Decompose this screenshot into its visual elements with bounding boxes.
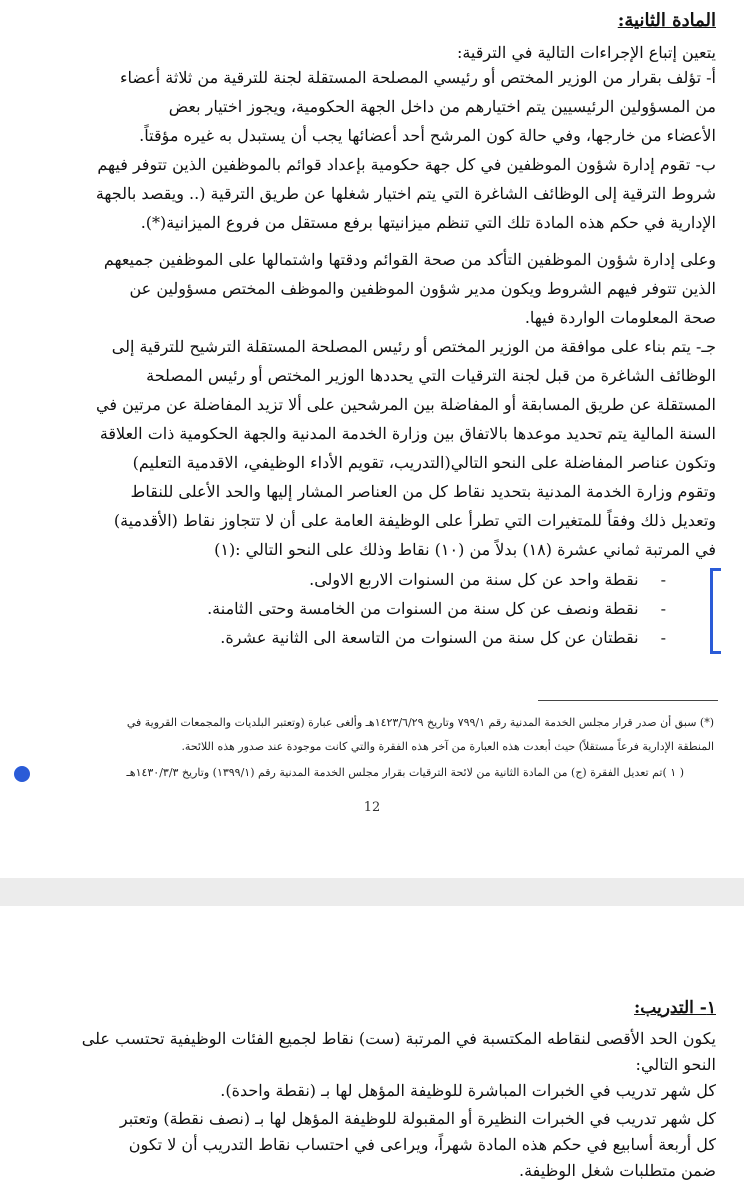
paragraph-line: ضمن متطلبات شغل الوظيفة. bbox=[518, 1161, 716, 1180]
footnote-line: ( ١ )تم تعديل الفقرة (ج) من المادة الثانية من لائحة الترقيات بقرار مجلس الخدمة المدنية رقم (١٣٩٩/١) وتاريخ ١٤٣٠/٣/٣هـ bbox=[126, 766, 684, 779]
paragraph-line: النحو التالي: bbox=[635, 1055, 716, 1074]
paragraph-line: جـ- يتم بناء على موافقة من الوزير المختص أو رئيس المصلحة المستقلة الترشيح للترقية إلى bbox=[111, 337, 716, 356]
paragraph-line: وتقوم وزارة الخدمة المدنية بتحديد نقاط كل من العناصر المشار إليها والحد الأعلى للنقاط bbox=[130, 482, 716, 501]
page-number: 12 bbox=[363, 800, 381, 815]
paragraph-line: يكون الحد الأقصى لنقاطه المكتسبة في المرتبة (ست) نقاط لجميع الفئات الوظيفية تحتسب على bbox=[81, 1029, 716, 1048]
list-item bbox=[207, 599, 666, 618]
paragraph-line: شروط الترقية إلى الوظائف الشاغرة التي يتم اختيار شغلها عن طريق الترقية (.. ويقصد بالجهة bbox=[95, 184, 716, 203]
page-separator bbox=[0, 878, 744, 906]
paragraph-line: الوظائف الشاغرة من قبل لجنة الترقيات التي يحددها الوزير المختص أو رئيس المصلحة bbox=[146, 366, 716, 385]
paragraph-line: من المسؤولين الرئيسيين يتم اختيارهم من داخل الجهة الحكومية، ويجوز اختيار بعض bbox=[168, 97, 716, 116]
paragraph-line: يتعين إتباع الإجراءات التالية في الترقية: bbox=[456, 43, 716, 62]
bullet-dash: - bbox=[660, 599, 666, 618]
paragraph-line: المستقلة عن طريق المسابقة أو المفاضلة بين المرشحين على ألا تزيد المفاضلة عن مرتين في bbox=[96, 395, 716, 414]
footnote-divider bbox=[538, 700, 718, 701]
bullet-dash: - bbox=[660, 628, 666, 647]
paragraph-line: أ- تؤلف بقرار من الوزير المختص أو رئيسي المصلحة المستقلة لجنة للترقية من ثلاثة أعضاء bbox=[119, 68, 716, 87]
paragraph-line: كل شهر تدريب في الخبرات المباشرة للوظيفة المؤهل لها بـ (نقطة واحدة). bbox=[220, 1081, 716, 1100]
list-item-text: نقطتان عن كل سنة من السنوات من التاسعة الى الثانية عشرة. bbox=[220, 628, 639, 647]
article-heading: المادة الثانية: bbox=[617, 10, 716, 31]
list-item-text: نقطة ونصف عن كل سنة من السنوات من الخامسة وحتى الثامنة. bbox=[207, 599, 639, 618]
paragraph-line: في المرتبة ثماني عشرة (١٨) بدلاً من (١٠) نقاط وذلك على النحو التالي :(١) bbox=[214, 540, 716, 559]
paragraph-line: الأعضاء من خارجها، وفي حالة كون المرشح أحد أعضائها يجب أن يستبدل به غيره مؤقتاً. bbox=[139, 126, 716, 145]
bullet-dash: - bbox=[660, 570, 666, 589]
paragraph-line: وعلى إدارة شؤون الموظفين التأكد من صحة القوائم ودقتها واشتمالها على الموظفين جميعهم bbox=[103, 250, 716, 269]
list-item-text: نقطة واحد عن كل سنة من السنوات الاربع الاولى. bbox=[309, 570, 639, 589]
footnote-line: المنطقة الإدارية فرعاً مستقلاً) حيث أبعدت هذه العبارة من آخر هذه الفقرة والتي كانت موجودة عند صدور هذه اللائحة. bbox=[181, 740, 714, 753]
paragraph-line: السنة المالية يتم تحديد موعدها بالاتفاق بين وزارة الخدمة المدنية والجهة الحكومية ذات العلاقة bbox=[99, 424, 716, 443]
annotation-bracket bbox=[710, 568, 721, 654]
paragraph-line: وتكون عناصر المفاضلة على النحو التالي(التدريب، تقويم الأداء الوظيفي، الاقدمية التعليم) bbox=[132, 453, 716, 472]
section-heading: ١- التدريب: bbox=[634, 998, 716, 1018]
annotation-dot-icon bbox=[14, 766, 30, 782]
paragraph-line: وتعديل ذلك وفقاً للمتغيرات التي تطرأ على الوظيفة العامة على أن لا تتجاوز نقاط (الأقدمية) bbox=[113, 511, 716, 530]
paragraph-line: كل شهر تدريب في الخبرات النظيرة أو المقبولة للوظيفة المؤهل لها بـ (نصف نقطة) وتعتبر bbox=[119, 1109, 716, 1128]
document-page-2 bbox=[0, 906, 744, 1200]
list-item bbox=[220, 628, 666, 647]
paragraph-line: الإدارية في حكم هذه المادة تلك التي تنظم ميزانيتها برفع مستقل من فروع الميزانية(*). bbox=[140, 213, 716, 232]
paragraph-line: الذين تتوفر فيهم الشروط ويكون مدير شؤون الموظفين والموظف المختص مسؤولين عن bbox=[129, 279, 716, 298]
paragraph-line: صحة المعلومات الواردة فيها. bbox=[524, 308, 716, 327]
list-item bbox=[309, 570, 666, 589]
paragraph-line: ب- تقوم إدارة شؤون الموظفين في كل جهة حكومية بإعداد قوائم بالموظفين الذين تتوفر فيهم bbox=[97, 155, 716, 174]
footnote-line: (*) سبق أن صدر قرار مجلس الخدمة المدنية رقم ٧٩٩/١ وتاريخ ١٤٢٣/٦/٢٩هـ وألغى عبارة (وتعتبر البلديات والمجمعات القروية في bbox=[126, 716, 714, 729]
paragraph-line: كل أربعة أسابيع في حكم هذه المادة شهراً، ويراعى في احتساب نقاط التدريب أن لا تكون bbox=[128, 1135, 716, 1154]
